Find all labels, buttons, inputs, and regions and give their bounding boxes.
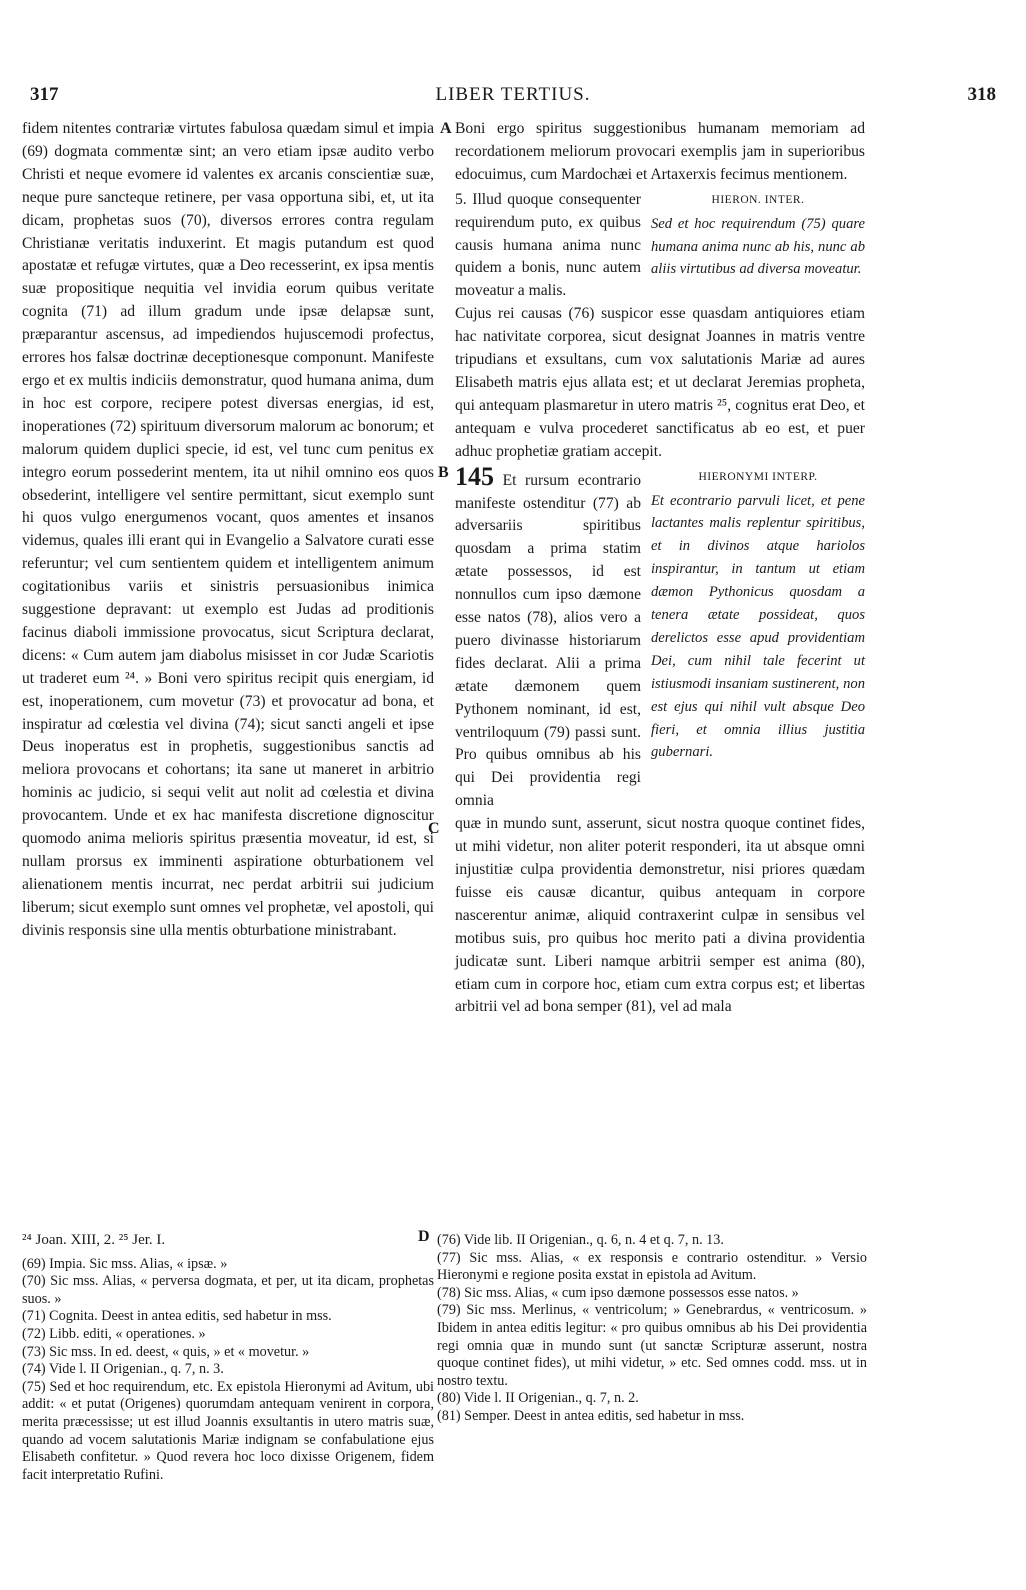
- margin-marker-d: D: [418, 1228, 430, 1245]
- footnote-74: (74) Vide l. II Origenian., q. 7, n. 3.: [22, 1361, 224, 1378]
- footnote-78: (78) Sic mss. Alias, « cum ipso dæmone possessos esse natos. »: [437, 1284, 799, 1301]
- section-5-side-heading: HIERON. INTER.: [711, 193, 805, 206]
- footnote-72: (72) Libb. editi, « operationes. »: [22, 1325, 206, 1342]
- section-145-side-text: Et econtrario parvuli licet, et pene lactantes malis replentur spiritibus, et in divinos atque hariolos inspirantur, in tantum ut etiam dæmon Pythonicus quosdam a tenera ætate possideat, quos derelictos esse apud providentiam Dei, cum nihil tale fecerint ut istiusmodi insaniam sustinerent, non est ejus qui nihil vult absque Deo fieri, et omnia illius justitia gubernari.: [651, 492, 865, 761]
- footnote-71: (71) Cognita. Deest in antea editis, sed habetur in mss.: [22, 1308, 332, 1325]
- footnote-79: (79) Sic mss. Merlinus, « ventricolum; » Genebrardus, « ventricosum. » Ibidem in antea editis legitur: « pro quibus omnibus ab his Dei providentia regi omnia quæ in mundo sunt (ut sanctæ Scripturæ asserunt, nostra quoque continet fides), ut mihi videtur, » etc. Sed omnes codd. mss. ut in nostro textu.: [437, 1302, 867, 1389]
- left-column-text: fidem nitentes contrariæ virtutes fabulosa quædam simul et impia (69) dogmata commentæ sint; an vero etiam ipsæ audito verbo Christi et neque evomere id valentes ex arcanis conscientiæ suæ, neque pure sancteque retinere, per vasa opportuna sibi, et, ut ita dicam, prophetas suos (70), diversos errores contra regulam Christianæ veritatis induxerint. Et magis putandum est quod apostatæ et refugæ virtutes, quæ a Deo recesserint, ex ipsa mentis suæ propositique nequitia vel invidia eorum quibus veritate cognita (71) ad illum gradum unde ipsæ delapsæ sunt, præparantur ascensus, ad impediendos hujuscemodi profectus, errores hos falsæ doctrinæ deceptionesque componunt. Manifeste ergo et ex multis indiciis demonstratur, quod humana anima, dum in hoc est corpore, recipere potest diversas energias, id est, inoperationes (72) spirituum diversorum malorum ac bonorum; et malorum quidem duplici specie, id est, vel tunc cum penitus ex integro eorum possederint mentem, ita ut nihil omnino eos quos obsederint, intelligere vel sentire permittant, sicut exemplo sunt hi quos vulgo energumenos vocant, quos amentes et insanos videmus, quales illi erant qui in Evangelio a Salvatore curati esse referuntur; vel cum sentientem quidem et intelligentem animum cogitationibus variis et sinistris persuasionibus inimica suggestione depravant: ut exemplo est Judas ad proditionis facinus diaboli immissione provocatus, sicut Scriptura declarat, dicens: « Cum autem jam diabolus misisset in cor Judæ Scariotis ut traderet eum ²⁴. » Boni vero spiritus recipit quis energiam, id est, inoperationem, cum movetur (73) et provocatur ad bona, et inspiratur ad cœlestia vel divina (74); sicut sancti angeli et ipse Deus inoperatus est in prophetis, suggestionibus sanctis ad meliora provocans et cohortans; ita sane ut maneret in arbitrio hominis ac judicio, si sequi velit aut nolit ad cœlestia et divina provocantem. Unde et ex hac manifesta discretione dignoscitur quomodo anima melioris spiritus præsentia moveatur, id est, si nullam prorsus ex imminenti aspiratione obturbationem vel alienationem mentis incurrat, nec perdat arbitrii sui judicium liberum; sicut exemplo sunt omnes vel prophetæ, vel apostoli, qui divinis responsis sine ulla mentis obturbatione ministrabant.: [22, 120, 434, 939]
- section-5: [455, 189, 865, 304]
- right-column: [455, 118, 865, 1019]
- footnote-81: (81) Semper. Deest in antea editis, sed habetur in mss.: [437, 1407, 745, 1424]
- right-paragraph-2: Cujus rei causas (76) suspicor esse quasdam antiquiores etiam hac nativitate corporea, sicut designat Joannes in matris ventre tripudians et exsultans, cum vox salutationis Mariæ ad aures Elisabeth matris ejus allata est; et ut declarat Jeremias propheta, qui antequam plasmaretur in utero matris ²⁵, cognitus erat Deo, et antequam e vulva procederet sanctificatus ab eo est, et puer adhuc prophetiæ gratiam accepit.: [455, 305, 865, 460]
- section-145: [455, 461, 865, 814]
- right-continuation: quæ in mundo sunt, asserunt, sicut nostra quoque continet fides, ut mihi videtur, non aliter poterit responderi, ita ut absque omni injustitiæ culpa providentia demonstretur, nisi priores quædam fuisse eis causæ dicantur, quibus antequam in corpore nascerentur animæ, aliquid contraxerint culpæ in sensibus vel motibus suis, pro quibus hoc merito pati a divina providentia judicatæ sunt. Liberi namque arbitrii semper est anima (80), etiam cum in corpore hoc, etiam cum extra corpus est; et libertas arbitrii vel ad bona semper (81), vel ad mala: [455, 815, 865, 1016]
- margin-marker-b: B: [438, 464, 449, 481]
- section-145-number: 145: [455, 461, 494, 491]
- margin-marker-c: C: [428, 820, 440, 837]
- footnote-76: (76) Vide lib. II Origenian., q. 6, n. 4 et q. 7, n. 13.: [437, 1232, 724, 1248]
- margin-marker-a: A: [440, 120, 452, 137]
- footnote-80: (80) Vide l. II Origenian., q. 7, n. 2.: [437, 1390, 639, 1407]
- page-number-left: 317: [30, 84, 59, 105]
- footnote-75: (75) Sed et hoc requirendum, etc. Ex epistola Hieronymi ad Avitum, ubi addit: « et putat (Origenes) quorumdam antequam venirent in corpora, merita præcessisse; ut est illud Joannis exsultantis in utero matris suæ, quando ad vocem salutationis Mariæ indignam se confabulatione ejus Elisabeth confitetur. » Quod revera hoc loco dixisse Origenem, fidem facit interpretatio Rufini.: [22, 1378, 434, 1483]
- running-header: [26, 84, 1000, 110]
- left-column: [22, 118, 434, 943]
- section-145-jerome-version: [651, 466, 865, 814]
- section-5-text: 5. Illud quoque consequenter requirendum puto, ex quibus causis humana anima nunc quidem a bonis, nunc autem moveatur a malis.: [455, 190, 641, 300]
- footnote-70: (70) Sic mss. Alias, « perversa dogmata, et per, ut ita dicam, prophetas suos. »: [22, 1273, 434, 1307]
- section-145-text: Et rursum econtrario manifeste ostenditur (77) ab adversariis spiritibus quosdam a prima statim ætate possessos, id est nonnullos cum ipso dæmone esse natos (78), alios vero a puero divinasse historiarum fides declarat. Alii a prima ætate dæmonem quem Pythonem nominant, id est, ventriloquum (79) passi sunt. Pro quibus omnibus ab his qui Dei providentia regi omnia: [455, 471, 641, 810]
- section-5-jerome-version: [651, 189, 865, 304]
- page-number-right: 318: [967, 84, 996, 105]
- footnotes-right: [437, 1232, 867, 1426]
- section-5-side-text: Sed et hoc requirendum (75) quare humana anima nunc ab his, nunc ab aliis virtutibus ad diversa moveatur.: [651, 215, 865, 278]
- running-title: LIBER TERTIUS.: [435, 84, 591, 105]
- footnote-73: (73) Sic mss. In ed. deest, « quis, » et « movetur. »: [22, 1343, 310, 1360]
- section-145-main: [455, 461, 641, 814]
- scripture-references: ²⁴ Joan. XIII, 2. ²⁵ Jer. I.: [22, 1232, 166, 1248]
- footnote-69: (69) Impia. Sic mss. Alias, « ipsæ. »: [22, 1255, 228, 1272]
- footnotes-left: [22, 1232, 434, 1484]
- footnote-77: (77) Sic mss. Alias, « ex responsis e contrario ostenditur. » Versio Hieronymi e regione posita exstat in epistola ad Avitum.: [437, 1249, 867, 1284]
- right-intro: Boni ergo spiritus suggestionibus humanam memoriam ad recordationem meliorum provocari exemplis jam in superioribus edocuimus, cum Mardochæi et Artaxerxis fecimus mentionem.: [455, 120, 865, 183]
- section-145-side-heading: HIERONYMI INTERP.: [698, 470, 818, 483]
